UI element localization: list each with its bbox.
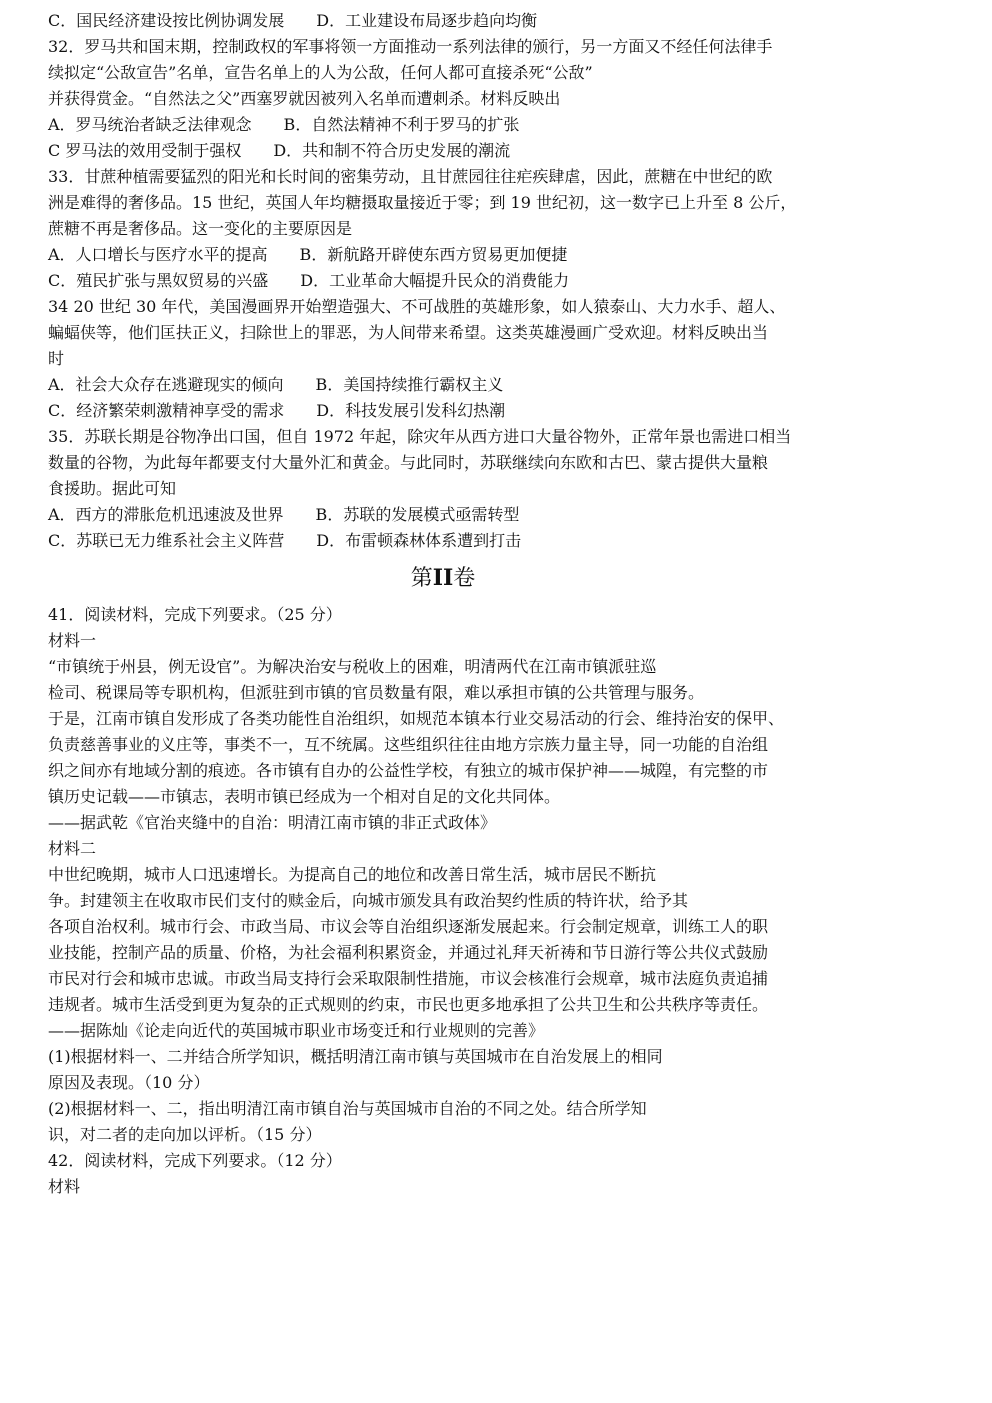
- q41-material1-line: 于是，江南市镇自发形成了各类功能性自治组织，如规范本镇本行业交易活动的行会、维持治安的保甲、: [48, 709, 785, 728]
- q34-stem-line: 时: [48, 349, 65, 368]
- q41-sub2-line: (2)根据材料一、二，指出明清江南市镇自治与英国城市自治的不同之处。结合所学知: [48, 1099, 647, 1118]
- q33-stem-line: 蔗糖不再是奢侈品。这一变化的主要原因是: [48, 219, 353, 238]
- q32-options-ab: A．罗马统治者缺乏法律观念 B．自然法精神不利于罗马的扩张: [48, 115, 520, 134]
- q42-head: 42．阅读材料，完成下列要求。（12 分）: [48, 1151, 342, 1170]
- q31-options: C．国民经济建设按比例协调发展 D．工业建设布局逐步趋向均衡: [48, 11, 538, 30]
- q41-material1-line: 检司、税课局等专职机构，但派驻到市镇的官员数量有限，难以承担市镇的公共管理与服务。: [48, 683, 705, 702]
- q41-material2-source: ——据陈灿《论走向近代的英国城市职业市场变迁和行业规则的完善》: [48, 1021, 545, 1040]
- q32-stem-line: 并获得赏金。“自然法之父”西塞罗就因被列入名单而遭刺杀。材料反映出: [48, 89, 561, 108]
- section-title-prefix: 第: [410, 566, 433, 591]
- q35-stem-line: 数量的谷物，为此每年都要支付大量外汇和黄金。与此同时，苏联继续向东欧和古巴、蒙古提供大量粮: [48, 453, 769, 472]
- q41-material1-line: 负责慈善事业的义庄等，事类不一，互不统属。这些组织往往由地方宗族力量主导，同一功能的自治组: [48, 735, 769, 754]
- q32-stem-line: 续拟定“公敌宣告”名单，宣告名单上的人为公敌，任何人都可直接杀死“公敌”: [48, 63, 593, 82]
- q41-material1-line: 镇历史记载——市镇志，表明市镇已经成为一个相对自足的文化共同体。: [48, 787, 561, 806]
- section-title-suffix: 卷: [453, 566, 476, 591]
- q35-options-ab: A．西方的滞胀危机迅速波及世界 B．苏联的发展模式亟需转型: [48, 505, 520, 524]
- q35-stem-line: 35．苏联长期是谷物净出口国，但自 1972 年起，除灾年从西方进口大量谷物外，正常年景也需进口相当: [48, 427, 792, 446]
- question-35: [48, 424, 948, 554]
- q33-stem-line: 洲是难得的奢侈品。15 世纪，英国人年均糖摄取量接近于零；到 19 世纪初，这一数字已上升至 8 公斤，: [48, 193, 797, 212]
- question-41: [48, 602, 948, 1148]
- question-34: [48, 294, 948, 424]
- q41-sub2-line: 识，对二者的走向加以评析。（15 分）: [48, 1125, 322, 1144]
- q42-material-label: 材料: [48, 1177, 81, 1196]
- q41-head: 41．阅读材料，完成下列要求。（25 分）: [48, 605, 342, 624]
- exam-page: [48, 8, 948, 1200]
- q41-sub1-line: 原因及表现。（10 分）: [48, 1073, 210, 1092]
- q41-material1-line: “市镇统于州县，例无设官”。为解决治安与税收上的困难，明清两代在江南市镇派驻巡: [48, 657, 657, 676]
- q41-material2-line: 各项自治权利。城市行会、市政当局、市议会等自治组织逐渐发展起来。行会制定规章，训练工人的职: [48, 917, 769, 936]
- q32-stem-line: 32．罗马共和国末期，控制政权的军事将领一方面推动一系列法律的颁行，另一方面又不经任何法律手: [48, 37, 773, 56]
- q34-stem-line: 34 20 世纪 30 年代，美国漫画界开始塑造强大、不可战胜的英雄形象，如人猿泰山、大力水手、超人、: [48, 297, 786, 316]
- q41-material2-line: 业技能，控制产品的质量、价格，为社会福利积累资金，并通过礼拜天祈祷和节日游行等公共仪式鼓励: [48, 943, 769, 962]
- q35-stem-line: 食援助。据此可知: [48, 479, 177, 498]
- q33-stem-line: 33．甘蔗种植需要猛烈的阳光和长时间的密集劳动，且甘蔗园往往疟疾肆虐，因此，蔗糖在中世纪的欧: [48, 167, 773, 186]
- q41-material1-line: 织之间亦有地域分割的痕迹。各市镇有自办的公益性学校，有独立的城市保护神——城隍，有完整的市: [48, 761, 769, 780]
- q35-options-cd: C．苏联已无力维系社会主义阵营 D．布雷顿森林体系遭到打击: [48, 531, 522, 550]
- section-title: [48, 556, 838, 600]
- q41-material2-line: 中世纪晚期，城市人口迅速增长。为提高自己的地位和改善日常生活，城市居民不断抗: [48, 865, 657, 884]
- q41-material2-line: 市民对行会和城市忠诚。市政当局支持行会采取限制性措施，市议会核准行会规章，城市法庭负责追捕: [48, 969, 769, 988]
- q41-material1-label: 材料一: [48, 631, 97, 650]
- q33-options-cd: C．殖民扩张与黑奴贸易的兴盛 D．工业革命大幅提升民众的消费能力: [48, 271, 570, 290]
- question-33: [48, 164, 948, 294]
- question-32: [48, 34, 948, 164]
- q41-material2-line: 争。封建领主在收取市民们支付的赎金后，向城市颁发具有政治契约性质的特许状，给予其: [48, 891, 689, 910]
- q41-material2-line: 违规者。城市生活受到更为复杂的正式规则的约束，市民也更多地承担了公共卫生和公共秩序等责任。: [48, 995, 769, 1014]
- q41-sub1-line: (1)根据材料一、二并结合所学知识，概括明清江南市镇与英国城市在自治发展上的相同: [48, 1047, 663, 1066]
- q33-options-ab: A．人口增长与医疗水平的提高 B．新航路开辟使东西方贸易更加便捷: [48, 245, 568, 264]
- q34-options-cd: C．经济繁荣刺激精神享受的需求 D．科技发展引发科幻热潮: [48, 401, 506, 420]
- question-42: [48, 1148, 948, 1200]
- q41-material2-label: 材料二: [48, 839, 97, 858]
- q41-material1-source: ——据武乾《官治夹缝中的自治：明清江南市镇的非正式政体》: [48, 813, 497, 832]
- q34-options-ab: A．社会大众存在逃避现实的倾向 B．美国持续推行霸权主义: [48, 375, 504, 394]
- q32-options-cd: C 罗马法的效用受制于强权 D．共和制不符合历史发展的潮流: [48, 141, 511, 160]
- section-title-numeral: II: [432, 565, 454, 591]
- q34-stem-line: 蝙蝠侠等，他们匡扶正义，扫除世上的罪恶，为人间带来希望。这类英雄漫画广受欢迎。材料反映出当: [48, 323, 769, 342]
